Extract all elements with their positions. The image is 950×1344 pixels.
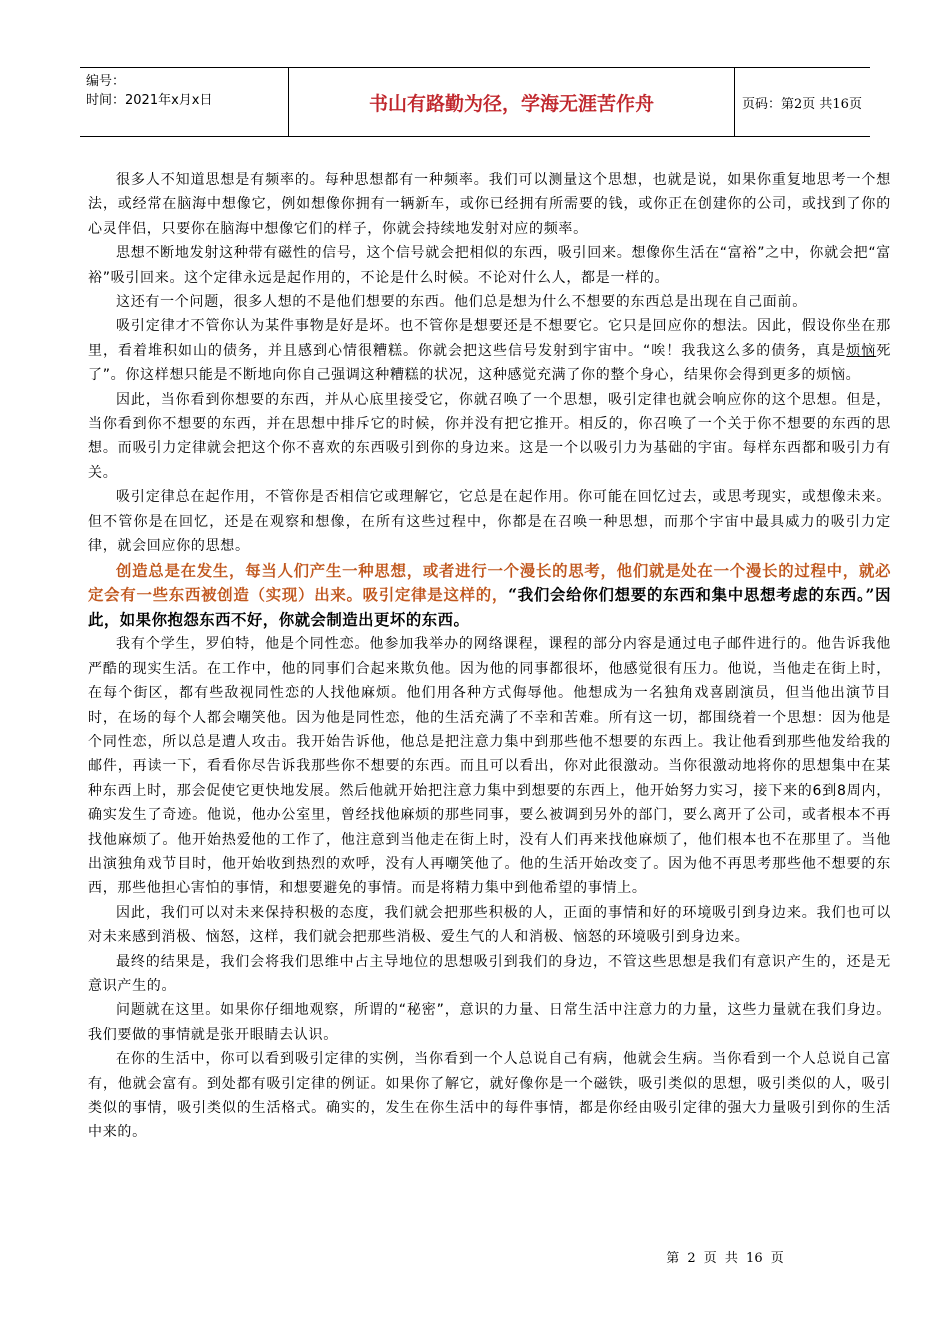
header-page-info: 页码：第2页 共16页 — [742, 96, 862, 112]
header-motto: 书山有路勤为径，学海无涯苦作舟 — [368, 92, 654, 115]
paragraph: 思想不断地发射这种带有磁性的信号，这个信号就会把相似的东西，吸引回来。想像你生活在“富裕”之中，你就会把“富裕”吸引回来。这个定律永远是起作用的，不论是什么时候。不论对什么人，都是一样的。 — [88, 245, 891, 286]
footer-page-number: 第 2 页 共 16 页 — [666, 1251, 784, 1266]
document-body — [88, 168, 891, 1145]
paragraph: 这还有一个问题，很多人想的不是他们想要的东西。他们总是想为什么不想要的东西总是出现在自己面前。 — [116, 294, 807, 311]
page-header — [80, 67, 870, 137]
paragraph: 很多人不知道思想是有频率的。每种思想都有一种频率。我们可以测量这个思想，也就是说，如果你重复地思考一个想法，或经常在脑海中想像它，例如想像你拥有一辆新车，或你已经拥有所需要的钱，或你正在创建你的公司，或找到了你的心灵伴侣，只要你在脑海中想像它们的样子，你就会持续地发射对应的频率。 — [88, 172, 891, 237]
paragraph: 因此，我们可以对未来保持积极的态度，我们就会把那些积极的人，正面的事情和好的环境吸引到身边来。我们也可以对未来感到消极、恼怒，这样，我们就会把那些消极、爱生气的人和消极、恼怒的环境吸引到身边来。 — [88, 904, 891, 946]
paragraph: 问题就在这里。如果你仔细地观察，所谓的“秘密”，意识的力量、日常生活中注意力的力量，这些力量就在我们身边。我们要做的事情就是张开眼睛去认识。 — [88, 1002, 891, 1043]
header-meta — [86, 72, 286, 110]
paragraph: 因此，当你看到你想要的东西，并从心底里接受它，你就召唤了一个思想，吸引定律也就会响应你的这个思想。但是，当你看到你不想要的东西，并在思想中排斥它的时候，你并没有把它推开。相反的，你召唤了一个关于你不想要的东西的思想。而吸引力定律就会把这个你不喜欢的东西吸引到你的身边来。这是一个以吸引力为基础的宇宙。每样东西都和吸引力有关。 — [88, 391, 891, 481]
page-footer — [0, 1247, 950, 1266]
doc-number-label: 编号： — [86, 74, 126, 89]
paragraph: 在你的生活中，你可以看到吸引定律的实例，当你看到一个人总说自己有病，他就会生病。当你看到一个人总说自己富有，他就会富有。到处都有吸引定律的例证。如果你了解它，就好像你是一个磁铁，吸引类似的思想，吸引类似的人，吸引类似的事情，吸引类似的生活格式。确实的，发生在你生活中的每件事情，都是你经由吸引定律的强大力量吸引到你的生活中来的。 — [88, 1051, 891, 1141]
underlined-word: 烦恼 — [846, 342, 877, 359]
paragraph-debt — [88, 314, 891, 387]
emphasis-paragraph — [88, 559, 891, 633]
paragraph-text: 吸引定律才不管你认为某件事物是好是坏。也不管你是想要还是不想要它。它只是回应你的想法。因此，假设你坐在那里，看着堆积如山的债务，并且感到心情很糟糕。你就会把这些信号发射到宇宙中。“唉！我我这么多的债务，真是 — [88, 318, 891, 359]
paragraph: 吸引定律总在起作用，不管你是否相信它或理解它，它总是在起作用。你可能在回忆过去，或思考现实，或想像未来。但不管你是在回忆，还是在观察和想像，在所有这些过程中，你都是在召唤一种思想，而那个宇宙中最具威力的吸引力定律，就会回应你的思想。 — [88, 489, 891, 555]
doc-time-label: 时间：2021年x月x日 — [86, 93, 213, 108]
paragraph: 最终的结果是，我们会将我们思维中占主导地位的思想吸引到我们的身边，不管这些思想是我们有意识产生的，还是无意识产生的。 — [88, 953, 891, 994]
paragraph-text: 死了”。你这样想只能是不断地向你自己强调这种糟糕的状况，这种感觉充满了你的整个身心，结果你会得到更多的烦恼。 — [88, 342, 892, 384]
header-motto-cell — [288, 68, 735, 136]
paragraph: 我有个学生，罗伯特，他是个同性恋。他参加我举办的网络课程，课程的部分内容是通过电子邮件进行的。他告诉我他严酷的现实生活。在工作中，他的同事们合起来欺负他。因为他的同事都很坏，他感觉很有压力。他说，当他走在街上时，在每个街区，都有些敌视同性恋的人找他麻烦。他们用各种方式侮辱他。他想成为一名独角戏喜剧演员，但当他出演节目时，在场的每个人都会嘲笑他。因为他是同性恋，他的生活充满了不幸和苦难。所有这一切，都围绕着一个思想：因为他是个同性恋，所以总是遭人攻击。我开始告诉他，他总是把注意力集中到那些他不想要的东西上。我让他看到那些他发给我的邮件，再读一下，看看你尽告诉我那些你不想要的东西。而且可以看出，你对此很激动。当你很激动地将你的思想集中在某种东西上时，那会促使它更快地发展。然后他就开始把注意力集中到想要的东西上，他开始努力实习，接下来的6到8周内，确实发生了奇迹。他说，他办公室里，曾经找他麻烦的那些同事，要么被调到另外的部门，要么离开了公司，或者根本不再找他麻烦了。他开始热爱他的工作了，他注意到当他走在街上时，没有人们再来找他麻烦了，他们根本也不在那里了。当他出演独角戏节目时，他开始收到热烈的欢呼，没有人再嘲笑他了。他的生活开始改变了。因为他不再思考那些他不想要的东西，那些他担心害怕的事情，和想要避免的事情。而是将精力集中到他希望的事情上。 — [88, 636, 891, 897]
emphasis-black-text: “我们会给你们想要的东西和集中思想考虑的东西。”因此，如果你抱怨东西不好，你就会制造出更坏的东西。 — [88, 586, 891, 629]
emphasis-red-text: 创造总是在发生，每当人们产生一种思想，或者进行一个漫长的思考，他们就是处在一个漫长的过程中，就必定会有一些东西被创造（实现）出来。吸引定律是这样的， — [88, 561, 891, 605]
